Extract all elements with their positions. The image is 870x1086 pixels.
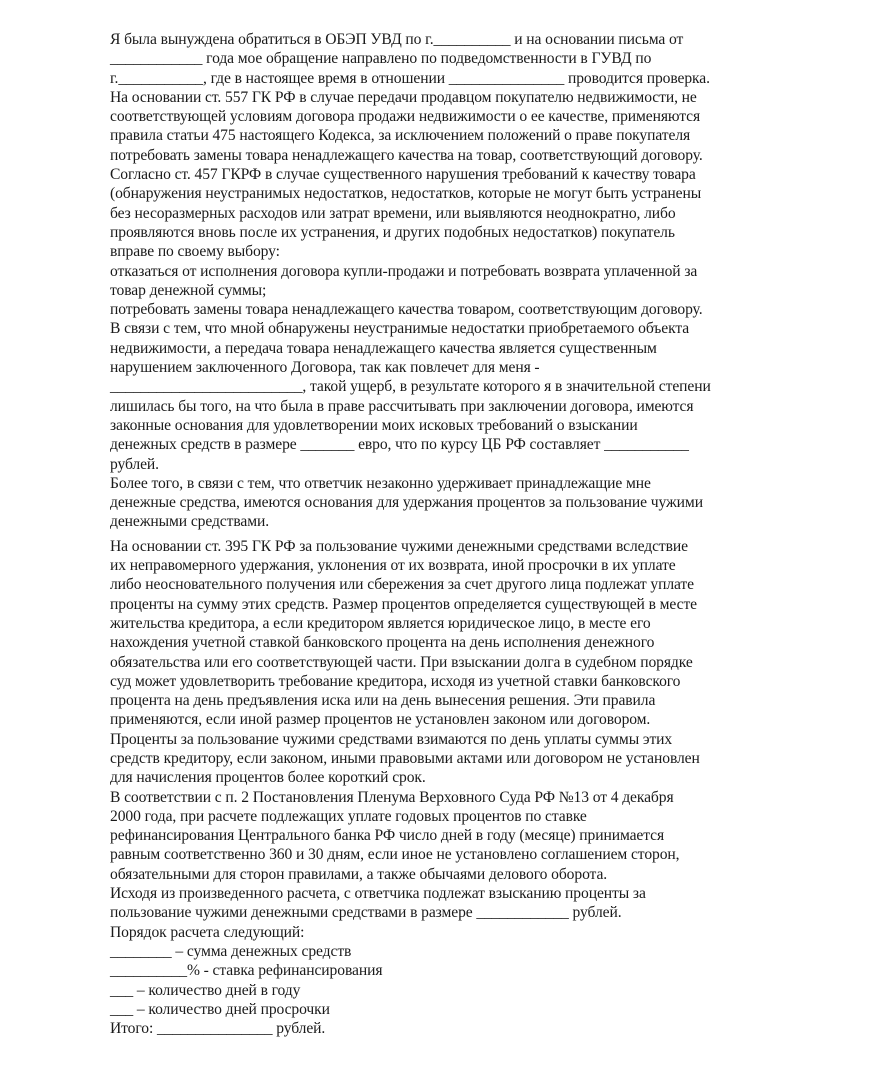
text-line: Согласно ст. 457 ГКРФ в случае существенного нарушения требований к качеству товара [110,166,696,184]
text-line: Я была вынуждена обратиться в ОБЭП УВД по г.__________ и на основании письма от [110,31,684,48]
text-line: Порядок расчета следующий: [110,923,305,941]
text-line: денежных средств в размере _______ евро, что по курсу ЦБ РФ составляет ___________ [110,436,689,454]
text-line: равным соответственно 360 и 30 дням, если иное не установлено соглашением сторон, [110,846,680,864]
text-line: ____________ года мое обращение направлено по подведомственности в ГУВД по [110,50,652,68]
text-line: потребовать замены товара ненадлежащего качества на товар, соответствующий договору. [110,146,703,164]
text-line: применяются, если иной размер процентов не установлен законом или договором. [110,711,651,729]
text-line: обязательства или его соответствующей части. При взыскании долга в судебном порядке [110,653,693,671]
text-line: отказаться от исполнения договора купли-продажи и потребовать возврата уплаченной за [110,262,698,280]
text-line: либо неосновательного получения или сбережения за счет другого лица подлежат уплате [110,576,694,594]
text-line: г.___________, где в настоящее время в отношении _______________ проводится проверка. [110,69,710,87]
text-line: В связи с тем, что мной обнаружены неустранимые недостатки приобретаемого объекта [110,320,690,338]
text-line: рефинансирования Центрального банка РФ число дней в году (месяце) принимается [110,827,665,845]
text-line: пользование чужими денежными средствами в размере ____________ рублей. [110,904,622,922]
text-line: правила статьи 475 настоящего Кодекса, за исключением положений о праве покупателя [110,127,691,145]
text-line: лишилась бы того, на что была в праве рассчитывать при заключении договора, имеются [110,397,694,415]
text-line: __________% - ставка рефинансирования [110,962,383,980]
text-line: нахождения учетной ставкой банковского процента на день исполнения денежного [110,634,655,652]
text-line: суд может удовлетворить требование кредитора, исходя из учетной ставки банковского [110,672,681,690]
text-line: их неправомерного удержания, уклонения от их возврата, иной просрочки в их уплате [110,557,676,575]
text-line: Итого: _______________ рублей. [110,1020,326,1038]
text-line: потребовать замены товара ненадлежащего качества товаром, соответствующим договору. [110,301,703,319]
text-line: ___ – количество дней в году [110,981,301,999]
text-line: 2000 года, при расчете подлежащих уплате годовых процентов по ставке [110,807,587,825]
text-line: В соответствии с п. 2 Постановления Пленума Верховного Суда РФ №13 от 4 декабря [110,788,674,806]
text-line: Исходя из произведенного расчета, с ответчика подлежат взысканию проценты за [110,885,646,903]
text-line: Проценты за пользование чужими средствами взимаются по день уплаты суммы этих [110,730,673,748]
text-line: _________________________, такой ущерб, в результате которого я в значительной степени [110,378,711,396]
text-line: (обнаружения неустранимых недостатков, недостатков, которые не могут быть устранены [110,185,702,203]
text-line: рублей. [110,455,159,473]
text-line: ___ – количество дней просрочки [110,1000,330,1018]
text-line: обязательными для сторон правилами, а также обычаями делового оборота. [110,865,608,883]
text-line: На основании ст. 395 ГК РФ за пользование чужими денежными средствами вследствие [110,537,688,555]
text-line: для начисления процентов более короткий срок. [110,769,426,787]
text-line: На основании ст. 557 ГК РФ в случае передачи продавцом покупателю недвижимости, не [110,88,697,106]
text-line: товар денежной суммы; [110,281,267,299]
text-line: законные основания для удовлетворении моих исковых требований о взыскании [110,416,638,434]
text-line: жительства кредитора, а если кредитором является юридическое лицо, в месте его [110,614,651,632]
text-line: проявляются вновь после их устранения, и других подобных недостатков) покупатель [110,223,675,241]
text-line: процента на день предъявления иска или на день вынесения решения. Эти правила [110,692,656,710]
text-line: ________ – сумма денежных средств [110,942,352,960]
text-line: вправе по своему выбору: [110,243,280,261]
text-line: Более того, в связи с тем, что ответчик незаконно удерживает принадлежащие мне [110,474,651,492]
text-line: соответствующей условиям договора продажи недвижимости о ее качестве, применяются [110,108,701,126]
text-line: без несоразмерных расходов или затрат времени, или выявляются неоднократно, либо [110,204,676,222]
text-line: недвижимости, а передача товара ненадлежащего качества является существенным [110,339,657,357]
text-line: денежными средствами. [110,513,270,531]
document-body [110,30,780,1038]
text-line: средств кредитору, если законом, иными правовыми актами или договором не установлен [110,749,700,767]
text-line: проценты на сумму этих средств. Размер процентов определяется существующей в месте [110,595,697,613]
text-line: денежные средства, имеются основания для удержания процентов за пользование чужими [110,494,703,512]
text-line: нарушением заключенного Договора, так как повлечет для меня - [110,359,540,377]
